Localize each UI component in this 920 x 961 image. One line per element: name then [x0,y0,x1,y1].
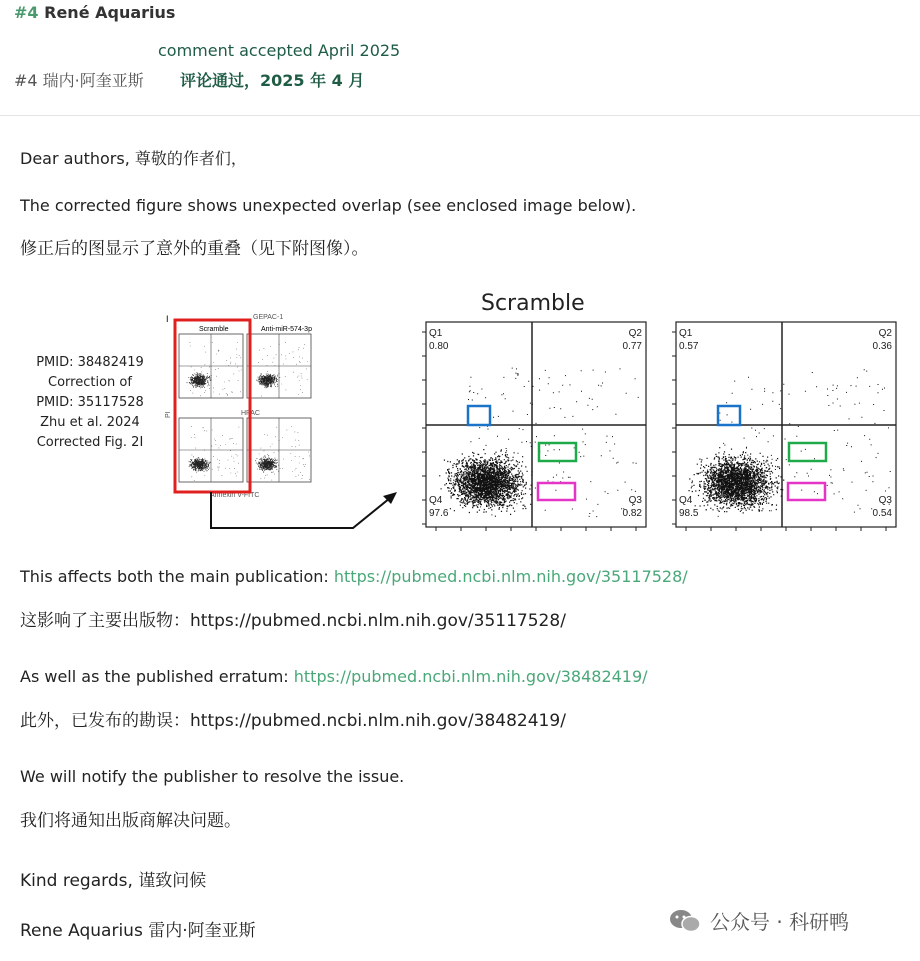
top-group-label: GEPAC-1 [253,314,284,321]
q3-value: 0.82 [622,508,642,519]
q2-label: Q2 [878,328,892,339]
q3-label: Q3 [628,495,642,506]
q2-label: Q2 [628,328,642,339]
pmid-note [20,353,160,453]
q1-value: 0.57 [679,341,699,352]
main-publication-link[interactable]: https://pubmed.ncbi.nlm.nih.gov/35117528/ [333,567,688,586]
x-axis-label: Annexin V-FITC [210,492,260,499]
q4-label: Q4 [429,495,443,506]
connector-arrow [205,490,405,540]
scatter-plot-1 [408,320,650,532]
mini-flow-panel [247,334,311,398]
q2-value: 0.77 [622,341,642,352]
signature: Rene Aquarius 雷内·阿奎亚斯 [20,921,256,941]
watermark-text: 公众号 · 科研鸭 [710,910,850,934]
accepted-status-cn: 评论通过，2025 年 4 月 [180,71,365,90]
erratum-label: As well as the published erratum: [20,667,294,686]
pmid-line: Correction of [48,375,132,390]
author-number: #4 [14,3,39,22]
comment-header [0,0,920,116]
plot-title: Scramble [481,291,585,316]
panel-letter: I [166,314,169,324]
regards-text: Kind regards, 谨致问候 [20,871,207,891]
col2-label: Anti-miR-574-3p [261,326,312,333]
author-name[interactable]: René Aquarius [44,3,176,22]
q2-value: 0.36 [872,341,892,352]
mini-flow-panel [179,334,243,398]
original-figure-thumbnail [165,310,347,500]
wechat-icon [668,909,702,933]
q4-value: 97.6 [429,508,449,519]
erratum-text-cn: 此外，已发布的勘误：https://pubmed.ncbi.nlm.nih.gov/38482419/ [20,711,566,731]
q3-value: 0.54 [872,508,892,519]
author-name-cn: #4 瑞内·阿奎亚斯 [14,71,144,90]
col1-label: Scramble [199,326,229,333]
comparison-figure [20,285,910,540]
scatter-plot-2 [658,320,900,532]
mini-flow-panel [179,418,243,482]
q1-label: Q1 [429,328,443,339]
overlap-text-cn: 修正后的图显示了意外的重叠（见下附图像）。 [20,239,369,259]
overlap-text-en: The corrected figure shows unexpected overlap (see enclosed image below). [20,196,637,215]
pmid-line: Zhu et al. 2024 [40,415,140,430]
pmid-line: Corrected Fig. 2I [36,435,144,450]
erratum-link[interactable]: https://pubmed.ncbi.nlm.nih.gov/38482419/ [293,667,648,686]
accepted-status: comment accepted April 2025 [158,41,401,60]
q3-label: Q3 [878,495,892,506]
q4-value: 98.5 [679,508,699,519]
q4-label: Q4 [679,495,693,506]
pmid-line: PMID: 38482419 [36,355,144,370]
erratum-text-en [20,667,648,686]
greeting: Dear authors, 尊敬的作者们， [20,149,247,168]
y-axis-label: PI [165,411,172,418]
affects-label: This affects both the main publication: [20,567,334,586]
affects-text-en [20,567,688,586]
notify-text-en: We will notify the publisher to resolve the issue. [20,767,405,786]
author-line [14,3,175,22]
q1-label: Q1 [679,328,693,339]
bottom-group-label: HPAC [241,410,260,417]
mini-flow-panel [247,418,311,482]
pmid-line: PMID: 35117528 [36,395,144,410]
q1-value: 0.80 [429,341,449,352]
notify-text-cn: 我们将通知出版商解决问题。 [20,811,241,831]
watermark [668,906,849,935]
affects-text-cn: 这影响了主要出版物：https://pubmed.ncbi.nlm.nih.gov/35117528/ [20,611,566,631]
